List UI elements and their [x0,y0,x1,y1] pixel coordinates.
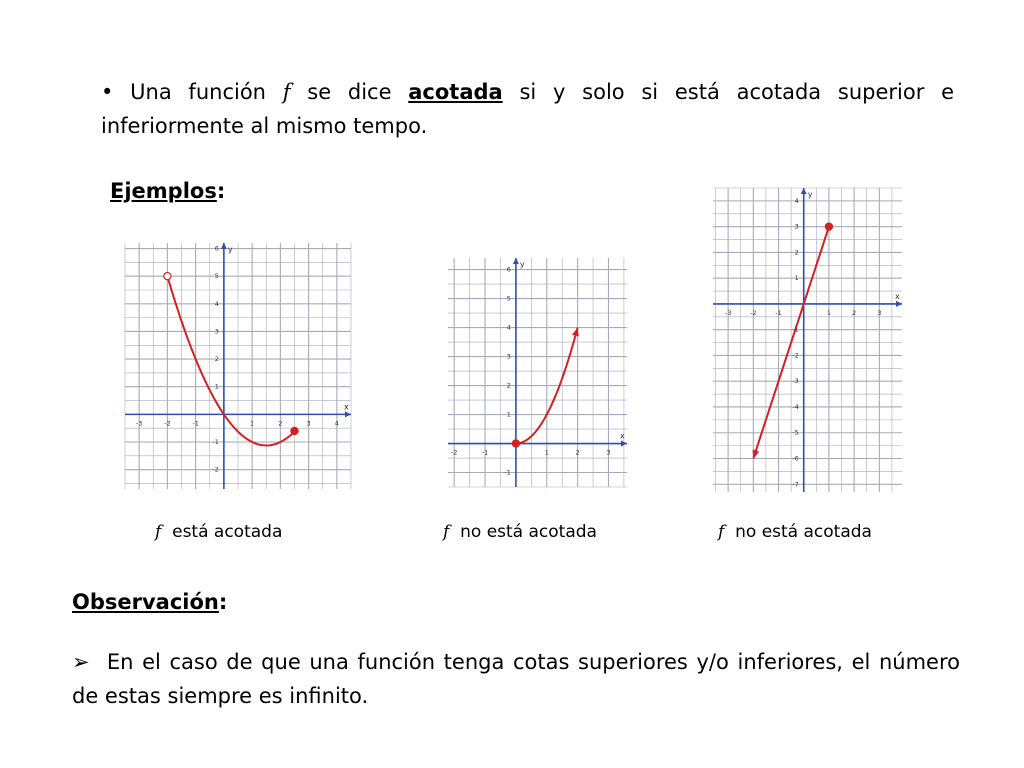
y-tick-label: -1 [212,438,219,447]
caption-1-text: está acotada [172,522,283,542]
y-tick-label: -1 [792,325,799,334]
y-tick-label: 6 [214,244,219,253]
y-tick-label: -2 [792,351,799,360]
x-tick-label: -2 [164,419,171,428]
observation-heading [72,590,227,614]
graph-bounded-parabola [122,240,354,492]
y-tick-label: 6 [506,265,511,274]
y-tick-label: -7 [792,480,799,489]
x-tick-label: 1 [544,448,549,457]
function-symbol: f [282,80,291,104]
observation-text: En el caso de que una función tenga cotas superiores y/o inferiores, el número de estas siempre es infinito. [72,650,960,708]
y-tick-label: 3 [794,222,799,231]
x-tick-label: -2 [750,308,757,317]
open-endpoint [164,273,171,280]
caption-2-text: no está acotada [460,522,597,542]
x-tick-label: 1 [826,308,831,317]
keyword-acotada: acotada [408,80,503,104]
y-axis-arrow [801,188,807,194]
y-tick-label: -1 [504,468,511,477]
caption-1 [155,522,282,542]
y-tick-label: 2 [214,355,219,364]
observation-paragraph [72,645,960,713]
examples-heading-text: Ejemplos [110,179,217,203]
x-tick-label: -2 [450,448,458,457]
x-tick-label: -3 [724,308,732,317]
y-tick-label: 4 [214,299,219,308]
x-tick-label: -3 [135,419,143,428]
y-tick-label: 2 [794,248,799,257]
y-tick-label: -6 [792,454,799,463]
x-tick-label: 2 [575,448,580,457]
x-tick-label: -1 [192,419,199,428]
y-axis-label: y [807,190,813,199]
curve-arrow-head [753,450,760,459]
observation-heading-text: Observación [72,590,219,614]
x-axis-label: x [895,291,900,301]
y-tick-label: 3 [506,352,511,361]
x-tick-label: 3 [606,448,611,457]
y-tick-label: -3 [792,377,799,386]
caption-3 [718,522,872,542]
y-tick-label: -2 [212,465,219,474]
x-tick-label: -1 [775,308,782,317]
observation-heading-colon: : [218,590,228,614]
filled-endpoint [512,440,519,447]
x-tick-label: -1 [481,448,489,457]
caption-2 [443,522,597,542]
x-axis-arrow [345,411,351,417]
arrow-bullet-icon: ➢ [72,650,90,674]
x-tick-label: 4 [334,419,339,428]
caption-3-symbol: f [718,522,725,542]
function-curve [167,276,294,445]
y-axis-arrow [221,243,227,249]
y-tick-label: -4 [792,402,799,411]
definition-paragraph [101,75,954,143]
x-axis-label: x [344,402,349,412]
y-axis-label: y [227,245,233,254]
x-axis-arrow [896,301,902,307]
graph-unbounded-line [710,185,905,495]
x-tick-label: 2 [278,419,283,428]
x-tick-label: 2 [852,308,857,317]
definition-text-3: si y solo si está acotada superior e inferiormente al mismo tempo. [101,80,954,138]
y-tick-label: 1 [214,382,219,391]
y-tick-label: 2 [506,381,511,390]
y-tick-label: 5 [506,294,511,303]
y-tick-label: 4 [506,323,511,332]
caption-2-symbol: f [443,522,450,542]
y-axis-arrow [513,258,519,264]
y-tick-label: 5 [214,272,219,281]
x-tick-label: 1 [250,419,255,428]
x-tick-label: 3 [877,308,882,317]
examples-heading [110,179,225,203]
y-tick-label: 4 [794,196,799,205]
y-tick-label: 1 [506,410,511,419]
y-tick-label: 1 [794,274,799,283]
examples-heading-colon: : [216,179,226,203]
x-axis-label: x [620,431,625,441]
graph-unbounded-parabola [445,255,630,490]
y-tick-label: -5 [792,428,799,437]
filled-endpoint [291,427,298,434]
filled-endpoint [825,223,832,230]
caption-3-text: no está acotada [735,522,872,542]
y-tick-label: 3 [214,327,219,336]
x-tick-label: 3 [306,419,311,428]
definition-text-1: Una función [130,80,266,104]
bullet: • [101,80,114,104]
definition-text-2: se dice [307,80,392,104]
y-axis-label: y [519,260,525,269]
caption-1-symbol: f [155,522,162,542]
